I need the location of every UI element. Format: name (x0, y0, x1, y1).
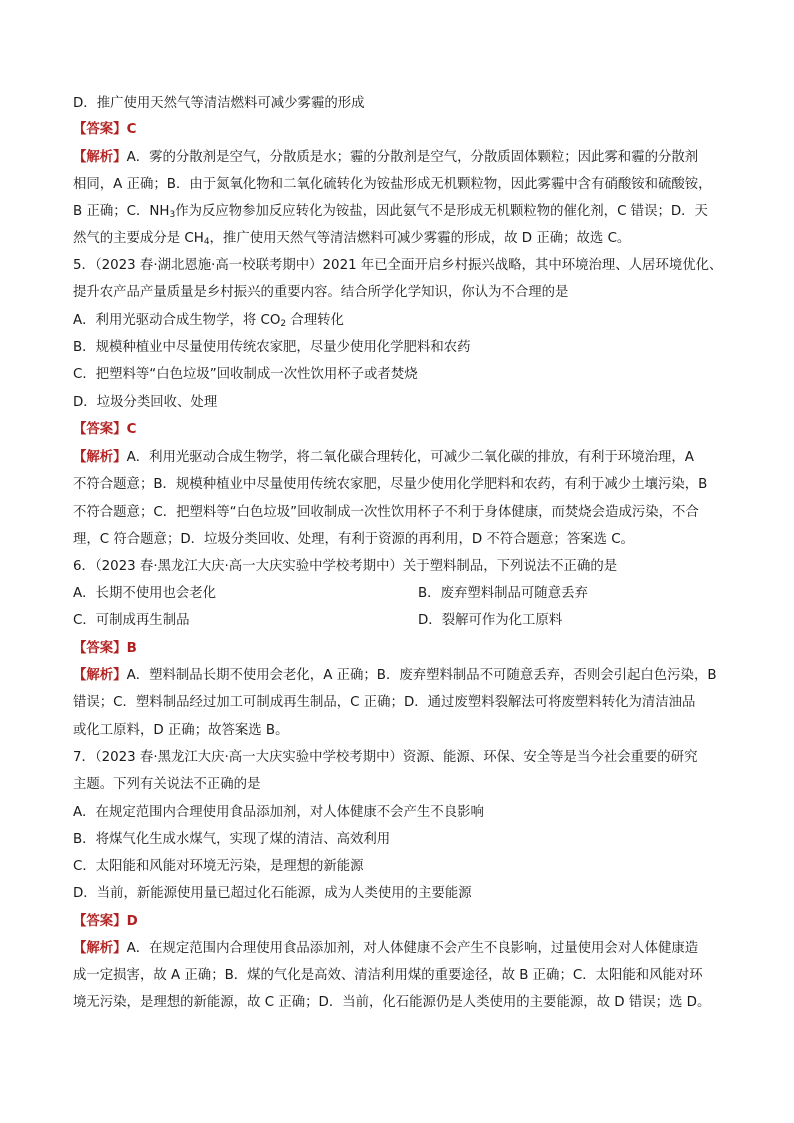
q6-option-a: A．长期不使用也会老化 (73, 586, 217, 601)
subscript: 4 (203, 237, 210, 247)
q5-answer (73, 417, 753, 443)
q4-analysis-line (73, 145, 753, 171)
q6-analysis-line: 或化工原料，D 正确；故答案选 B。 (73, 723, 289, 738)
q6-option-b: B．废弃塑料制品可随意丢弃 (418, 586, 588, 601)
analysis-text: 然气的主要成分是 CH (73, 231, 204, 246)
analysis-text: A．塑料制品长期不使用会老化，A 正确；B．废弃塑料制品不可随意丢弃，否则会引起白色污染，B (126, 668, 717, 683)
q7-answer (73, 909, 753, 935)
analysis-tag: 【解析】 (73, 941, 127, 956)
q6-answer (73, 636, 753, 662)
analysis-tag: 【解析】 (73, 150, 127, 165)
analysis-tag: 【解析】 (73, 450, 127, 465)
q6-options-row-2 (73, 608, 753, 634)
analysis-text: ，推广使用天然气等清洁燃料可减少雾霾的形成，故 D 正确；故选 C。 (209, 231, 631, 246)
q7-option-c: C．太阳能和风能对环境无污染，是理想的新能源 (73, 859, 364, 874)
q5-option-b: B．规模种植业中尽量使用传统农家肥，尽量少使用化学肥料和农药 (73, 340, 471, 355)
subscript: 3 (169, 210, 176, 220)
q7-analysis-line: 境无污染，是理想的新能源，故 C 正确；D．当前，化石能源仍是人类使用的主要能源，故 D 错误；选 D。 (73, 995, 711, 1010)
q5-analysis-line: 理，C 符合题意；D．垃圾分类回收、处理，有利于资源的再利用，D 不符合题意；答案选 C。 (73, 532, 634, 547)
analysis-text: 作为反应物参加反应转化为铵盐，因此氨气不是形成无机颗粒物的催化剂，C 错误；D．天 (175, 204, 708, 219)
q7-stem: 7．（2023 春·黑龙江大庆·高一大庆实验中学校考期中）资源、能源、环保、安全等是当今社会重要的研究 (73, 750, 698, 765)
analysis-text: A．利用光驱动合成生物学，将二氧化碳合理转化，可减少二氧化碳的排放，有利于环境治理，A (126, 450, 694, 465)
q5-option-a (73, 308, 753, 334)
q5-option-d: D．垃圾分类回收、处理 (73, 395, 218, 410)
q6-stem: 6．（2023 春·黑龙江大庆·高一大庆实验中学校考期中）关于塑料制品，下列说法不正确的是 (73, 559, 618, 574)
analysis-text: A．在规定范围内合理使用食品添加剂，对人体健康不会产生不良影响，过量使用会对人体健康造 (126, 941, 699, 956)
answer-tag: 【答案】 (73, 641, 127, 656)
answer-value: B (126, 641, 137, 656)
q6-option-c: C．可制成再生制品 (73, 613, 190, 628)
q4-analysis-line: 相同，A 正确；B．由于氮氧化物和二氧化硫转化为铵盐形成无机颗粒物，因此雾霾中含有硝酸铵和硫酸铵， (73, 177, 712, 192)
q4-analysis-line (73, 199, 753, 225)
option-text: A．利用光驱动合成生物学，将 CO (73, 313, 281, 328)
q7-option-a: A．在规定范围内合理使用食品添加剂，对人体健康不会产生不良影响 (73, 805, 484, 820)
q7-stem: 主题。下列有关说法不正确的是 (73, 777, 261, 792)
q4-analysis-line (73, 226, 753, 252)
answer-value: C (126, 122, 137, 137)
q7-option-d: D．当前，新能源使用量已超过化石能源，成为人类使用的主要能源 (73, 886, 472, 901)
q5-option-c: C．把塑料等“白色垃圾”回收制成一次性饮用杯子或者焚烧 (73, 367, 418, 382)
option-text: 合理转化 (286, 313, 344, 328)
answer-tag: 【答案】 (73, 914, 127, 929)
q5-stem: 5．（2023 春·湖北恩施·高一校联考期中）2021 年已全面开启乡村振兴战略，其中环境治理、人居环境优化、 (73, 258, 723, 273)
answer-tag: 【答案】 (73, 422, 127, 437)
subscript: 2 (280, 319, 287, 329)
q5-analysis-line (73, 445, 753, 471)
q5-analysis-line: 不符合题意；B．规模种植业中尽量使用传统农家肥，尽量少使用化学肥料和农药，有利于减少土壤污染，B (73, 477, 708, 492)
answer-value: D (126, 914, 138, 929)
q6-analysis-line: 错误；C．塑料制品经过加工可制成再生制品，C 正确；D．通过废塑料裂解法可将废塑料转化为清洁油品 (73, 695, 696, 710)
q5-analysis-line: 不符合题意；C．把塑料等“白色垃圾”回收制成一次性饮用杯子不利于身体健康，而焚烧会造成污染，不合 (73, 505, 699, 520)
q5-stem: 提升农产品产量质量是乡村振兴的重要内容。结合所学化学知识，你认为不合理的是 (73, 285, 569, 300)
q7-analysis-line (73, 936, 753, 962)
analysis-text: B 正确；C．NH (73, 204, 170, 219)
answer-value: C (126, 422, 137, 437)
answer-tag: 【答案】 (73, 122, 127, 137)
q7-option-b: B．将煤气化生成水煤气，实现了煤的清洁、高效利用 (73, 832, 391, 847)
q6-analysis-line (73, 663, 753, 689)
q6-option-d: D．裂解可作为化工原料 (418, 613, 563, 628)
analysis-tag: 【解析】 (73, 668, 127, 683)
q6-options-row-1 (73, 581, 753, 607)
analysis-text: A．雾的分散剂是空气，分散质是水；霾的分散剂是空气，分散质固体颗粒；因此雾和霾的分散剂 (126, 150, 699, 165)
q7-analysis-line: 成一定损害，故 A 正确；B．煤的气化是高效、清洁利用煤的重要途径，故 B 正确；C．太阳能和风能对环 (73, 968, 703, 983)
q4-option-d: D．推广使用天然气等清洁燃料可减少雾霾的形成 (73, 96, 365, 111)
q4-answer (73, 117, 753, 143)
